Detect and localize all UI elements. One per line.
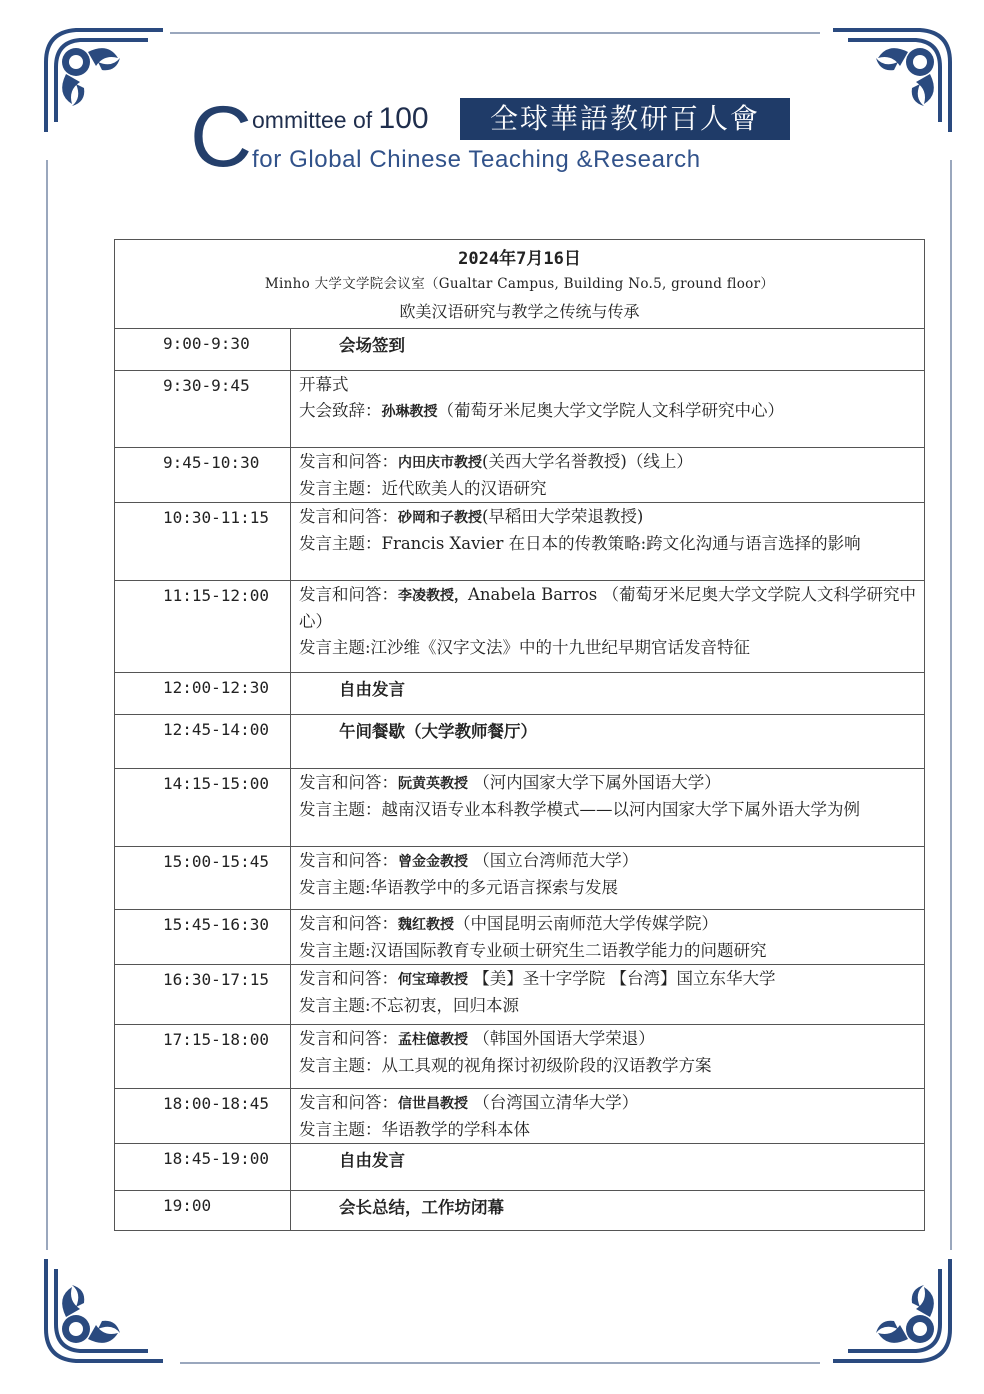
qa-label: 发言和问答： [299, 1093, 398, 1112]
speaker-name: 孙琳教授 [381, 404, 438, 420]
schedule-row [115, 965, 925, 1025]
event-venue: Minho 大学文学院会议室（Gualtar Campus, Building No.5, ground floor） [264, 276, 775, 292]
content-cell [291, 673, 925, 715]
speaker-affiliation: 【美】圣十字学院 【台湾】国立东华大学 [468, 969, 776, 988]
talk-topic: 发言主题:江沙维《汉字文法》中的十九世纪早期官话发音特征 [299, 638, 751, 657]
logo-initial: C [190, 89, 253, 185]
speaker-affiliation: （韩国外国语大学荣退） [468, 1029, 655, 1048]
speaker-affiliation: Anabela Barros （葡萄牙米尼奥大学文学院人文科学研究中心） [299, 585, 916, 631]
schedule-row [115, 715, 925, 769]
speaker-line [299, 504, 916, 531]
talk-topic: 发言主题：近代欧美人的汉语研究 [299, 479, 547, 498]
corner-ornament-icon [38, 1254, 168, 1369]
speaker-name: 内田庆市教授 [398, 455, 482, 471]
speaker-line [299, 449, 916, 476]
speaker-affiliation: （葡萄牙米尼奥大学文学院人文科学研究中心） [437, 401, 784, 420]
qa-label: 发言和问答： [299, 914, 398, 933]
schedule-row [115, 1191, 925, 1231]
speaker-affiliation: (关西大学名誉教授)（线上） [482, 452, 693, 471]
qa-label: 发言和问答： [299, 773, 398, 792]
speaker-line [299, 770, 916, 797]
schedule-row [115, 1144, 925, 1191]
content-cell [291, 1191, 925, 1231]
content-cell [291, 715, 925, 769]
schedule-row [115, 371, 925, 448]
time-cell: 17:15-18:00 [115, 1025, 291, 1089]
schedule-header [115, 240, 925, 329]
session-title: 会场签到 [339, 336, 405, 355]
speaker-line [299, 1090, 916, 1117]
frame-bottom-line [180, 1362, 820, 1364]
speaker-affiliation: (早稻田大学荣退教授) [482, 507, 644, 526]
qa-label: 发言和问答： [299, 969, 398, 988]
speaker-affiliation: （河内国家大学下属外国语大学） [468, 773, 721, 792]
qa-label: 发言和问答： [299, 507, 398, 526]
logo-line2: for Global Chinese Teaching &Research [252, 146, 701, 173]
qa-label: 发言和问答： [299, 1029, 398, 1048]
speaker-affiliation: （中国昆明云南师范大学传媒学院） [454, 914, 718, 933]
speaker-line [299, 966, 916, 993]
speaker-line [299, 848, 916, 875]
schedule-table [114, 239, 925, 1231]
schedule-rows [115, 329, 925, 1231]
session-title: 会长总结，工作坊闭幕 [339, 1198, 504, 1217]
speech-line [299, 398, 916, 425]
time-cell: 14:15-15:00 [115, 769, 291, 847]
speaker-affiliation: （台湾国立清华大学） [468, 1093, 639, 1112]
logo-number: 100 [378, 102, 429, 135]
session-title: 自由发言 [339, 680, 405, 699]
speaker-line [299, 1026, 916, 1053]
content-cell [291, 910, 925, 965]
event-date: 2024年7月16日 [458, 249, 581, 269]
corner-ornament-icon [828, 1254, 958, 1369]
content-cell [291, 503, 925, 581]
speaker-name: 砂岡和子教授 [398, 510, 482, 526]
speaker-name: 李凌教授， [398, 588, 468, 604]
schedule-row [115, 673, 925, 715]
time-cell: 16:30-17:15 [115, 965, 291, 1025]
content-cell [291, 847, 925, 910]
time-cell: 18:45-19:00 [115, 1144, 291, 1191]
talk-topic: 发言主题：越南汉语专业本科教学模式——以河内国家大学下属外语大学为例 [299, 800, 860, 819]
schedule-row [115, 503, 925, 581]
frame-top-line [170, 32, 820, 34]
session-title: 午间餐歇（大学教师餐厅） [339, 722, 537, 741]
talk-topic: 发言主题:华语教学中的多元语言探索与发展 [299, 878, 619, 897]
content-cell [291, 1089, 925, 1144]
speaker-name: 阮黄英教授 [398, 776, 468, 792]
schedule-row [115, 448, 925, 503]
schedule-row [115, 329, 925, 371]
speaker-name: 信世昌教授 [398, 1096, 468, 1112]
content-cell [291, 329, 925, 371]
speaker-name: 魏红教授 [398, 917, 454, 933]
time-cell: 10:30-11:15 [115, 503, 291, 581]
frame-left-line [46, 160, 48, 1250]
schedule-row [115, 1025, 925, 1089]
time-cell: 12:00-12:30 [115, 673, 291, 715]
time-cell: 11:15-12:00 [115, 581, 291, 673]
logo-chinese-banner: 全球華語教研百人會 [460, 98, 790, 140]
schedule-row [115, 581, 925, 673]
speaker-name: 曾金金教授 [398, 854, 468, 870]
logo-line1-text: ommittee of [252, 107, 373, 133]
talk-topic: 发言主题：从工具观的视角探讨初级阶段的汉语教学方案 [299, 1056, 712, 1075]
logo [190, 89, 800, 185]
time-cell: 9:30-9:45 [115, 371, 291, 448]
content-cell [291, 965, 925, 1025]
time-cell: 9:00-9:30 [115, 329, 291, 371]
time-cell: 18:00-18:45 [115, 1089, 291, 1144]
logo-line1 [252, 102, 429, 136]
speaker-line [299, 911, 916, 938]
content-cell [291, 1144, 925, 1191]
event-theme: 欧美汉语研究与教学之传统与传承 [399, 302, 640, 321]
content-cell [291, 448, 925, 503]
talk-topic: 发言主题:汉语国际教育专业硕士研究生二语教学能力的问题研究 [299, 941, 767, 960]
talk-topic: 发言主题：华语教学的学科本体 [299, 1120, 530, 1139]
time-cell: 19:00 [115, 1191, 291, 1231]
corner-ornament-icon [828, 22, 958, 137]
time-cell: 15:00-15:45 [115, 847, 291, 910]
speaker-line [299, 582, 916, 635]
time-cell: 12:45-14:00 [115, 715, 291, 769]
ceremony-title: 开幕式 [299, 375, 349, 394]
qa-label: 发言和问答： [299, 585, 398, 604]
speech-label: 大会致辞： [299, 401, 382, 420]
content-cell [291, 769, 925, 847]
schedule-row [115, 910, 925, 965]
talk-topic: 发言主题：Francis Xavier 在日本的传教策略:跨文化沟通与语言选择的影响 [299, 534, 861, 553]
session-title: 自由发言 [339, 1151, 405, 1170]
content-cell [291, 581, 925, 673]
time-cell: 15:45-16:30 [115, 910, 291, 965]
content-cell [291, 371, 925, 448]
speaker-name: 孟柱億教授 [398, 1032, 468, 1048]
frame-right-line [950, 160, 952, 1250]
speaker-affiliation: （国立台湾师范大学） [468, 851, 639, 870]
time-cell: 9:45-10:30 [115, 448, 291, 503]
qa-label: 发言和问答： [299, 452, 398, 471]
speaker-name: 何宝璋教授 [398, 972, 468, 988]
talk-topic: 发言主题:不忘初衷，回归本源 [299, 996, 520, 1015]
corner-ornament-icon [38, 22, 168, 137]
content-cell [291, 1025, 925, 1089]
schedule-row [115, 769, 925, 847]
schedule-row [115, 847, 925, 910]
schedule-row [115, 1089, 925, 1144]
qa-label: 发言和问答： [299, 851, 398, 870]
